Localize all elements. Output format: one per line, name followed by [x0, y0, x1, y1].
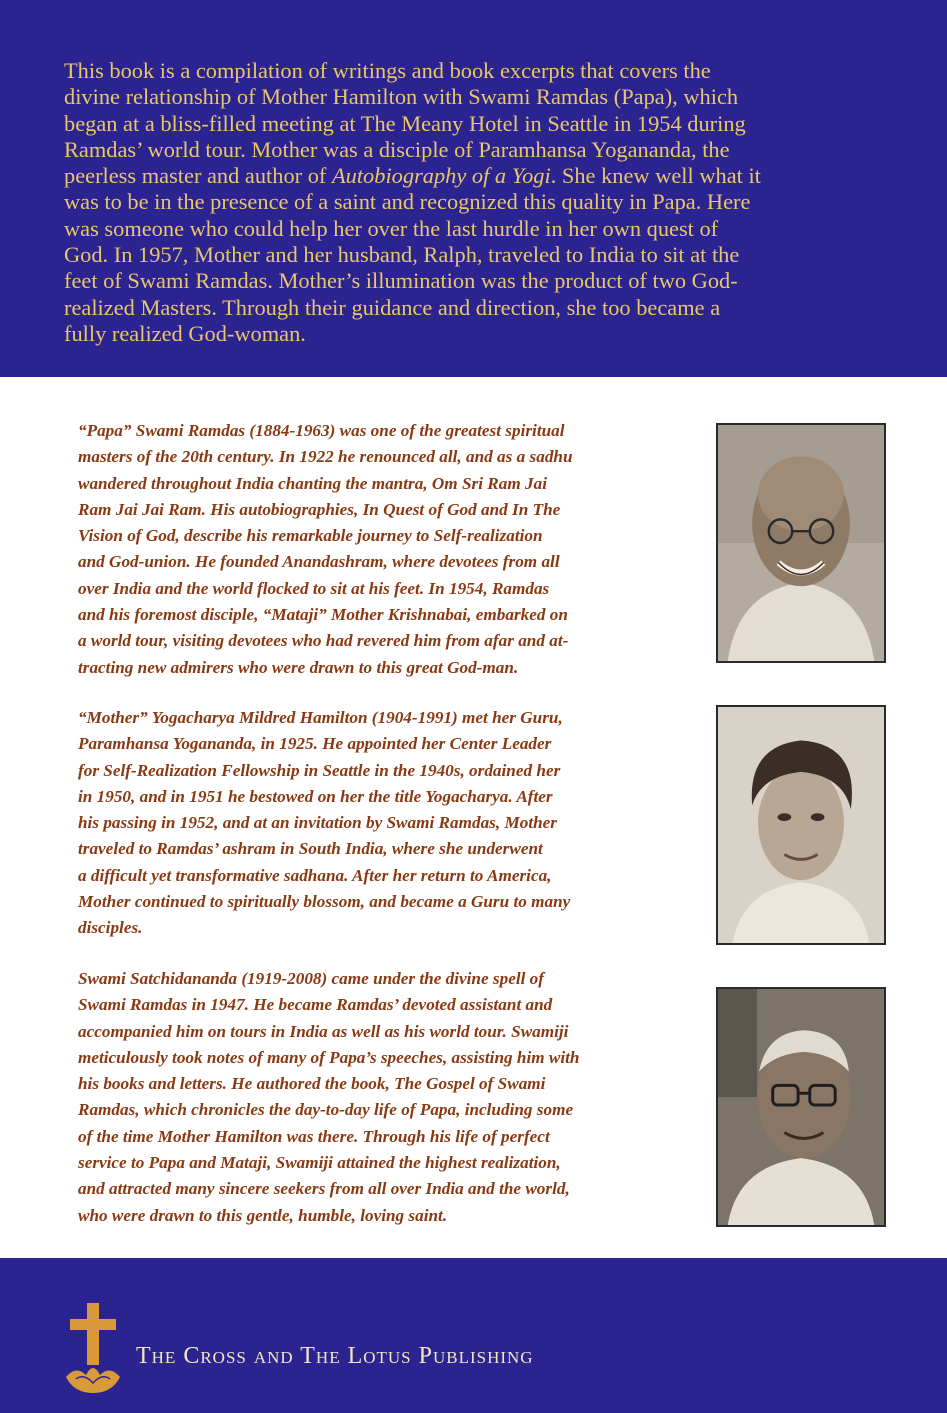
bio-swami-satchidananda: Swami Satchidananda (1919-2008) came under the divine spell of Swami Ramdas in 1947. He became Ramdas’ devoted assistant and accompanied him on tours in India as well as his world tour. Swamiji meticulously took notes of many of Papa’s speeches, assisting him with his books and letters. He authored the book, The Gospel of Swami Ramdas, which chronicles the day-to-day life of Papa, including some of the time Mother Hamilton was there. Through his life of perfect service to Papa and Mataji, Swamiji attained the highest realization, and attracted many sincere seekers from all over India and the world, who were drawn to this gentle, humble, loving saint.	[78, 969, 580, 1225]
intro-text-part1: This book is a compilation of writings and book excerpts that covers the divine relationship of Mother Hamilton with Swami Ramdas (Papa), which began at a bliss-filled meeting at The Meany Hotel in Seattle in 1954 during Ramdas’ world tour. Mother was a disciple of Paramhansa Yogananda, the peerless master and author of	[64, 58, 746, 189]
cross-and-lotus-icon	[62, 1303, 124, 1395]
intro-text-part2: . She knew well what it was to be in the presence of a saint and recognized this quality in Papa. Here was someone who could help her over the last hurdle in her own quest of God. In 1957, Mother and her husband, Ralph, traveled to India to sit at the feet of Swami Ramdas. Mother’s illumination was the product of two God- realized Masters. Through their guidance and direction, she too became a fully realized God-woman.	[64, 163, 761, 346]
photo-mildred-hamilton	[716, 705, 886, 945]
book-title: Autobiography of a Yogi	[331, 163, 551, 189]
top-band	[0, 0, 947, 377]
publisher-name: The Cross and The Lotus Publishing	[136, 1343, 534, 1369]
bio-mildred-hamilton: “Mother” Yogacharya Mildred Hamilton (1904-1991) met her Guru, Paramhansa Yogananda, in 1925. He appointed her Center Leader for Self-Realization Fellowship in Seattle in the 1940s, ordained her in 1950, and in 1951 he bestowed on her the title Yogacharya. After his passing in 1952, and at an invitation by Swami Ramdas, Mother traveled to Ramdas’ ashram in South India, where she underwent a difficult yet transformative sadhana. After her return to America, Mother continued to spiritually blossom, and became a Guru to many disciples.	[78, 708, 571, 938]
photo-swami-satchidananda	[716, 987, 886, 1227]
intro-paragraph	[64, 58, 894, 347]
bottom-band	[0, 1258, 947, 1413]
photo-swami-ramdas	[716, 423, 886, 663]
bio-swami-ramdas: “Papa” Swami Ramdas (1884-1963) was one of the greatest spiritual masters of the 20th century. In 1922 he renounced all, and as a sadhu wandered throughout India chanting the mantra, Om Sri Ram Jai Ram Jai Jai Ram. His autobiographies, In Quest of God and In The Vision of God, describe his remarkable journey to Self-realization and God-union. He founded Anandashram, where devotees from all over India and the world flocked to sit at his feet. In 1954, Ramdas and his foremost disciple, “Mataji” Mother Krishnabai, embarked on a world tour, visiting devotees who had revered him from afar and at- tracting new admirers who were drawn to this great God-man.	[78, 421, 573, 677]
